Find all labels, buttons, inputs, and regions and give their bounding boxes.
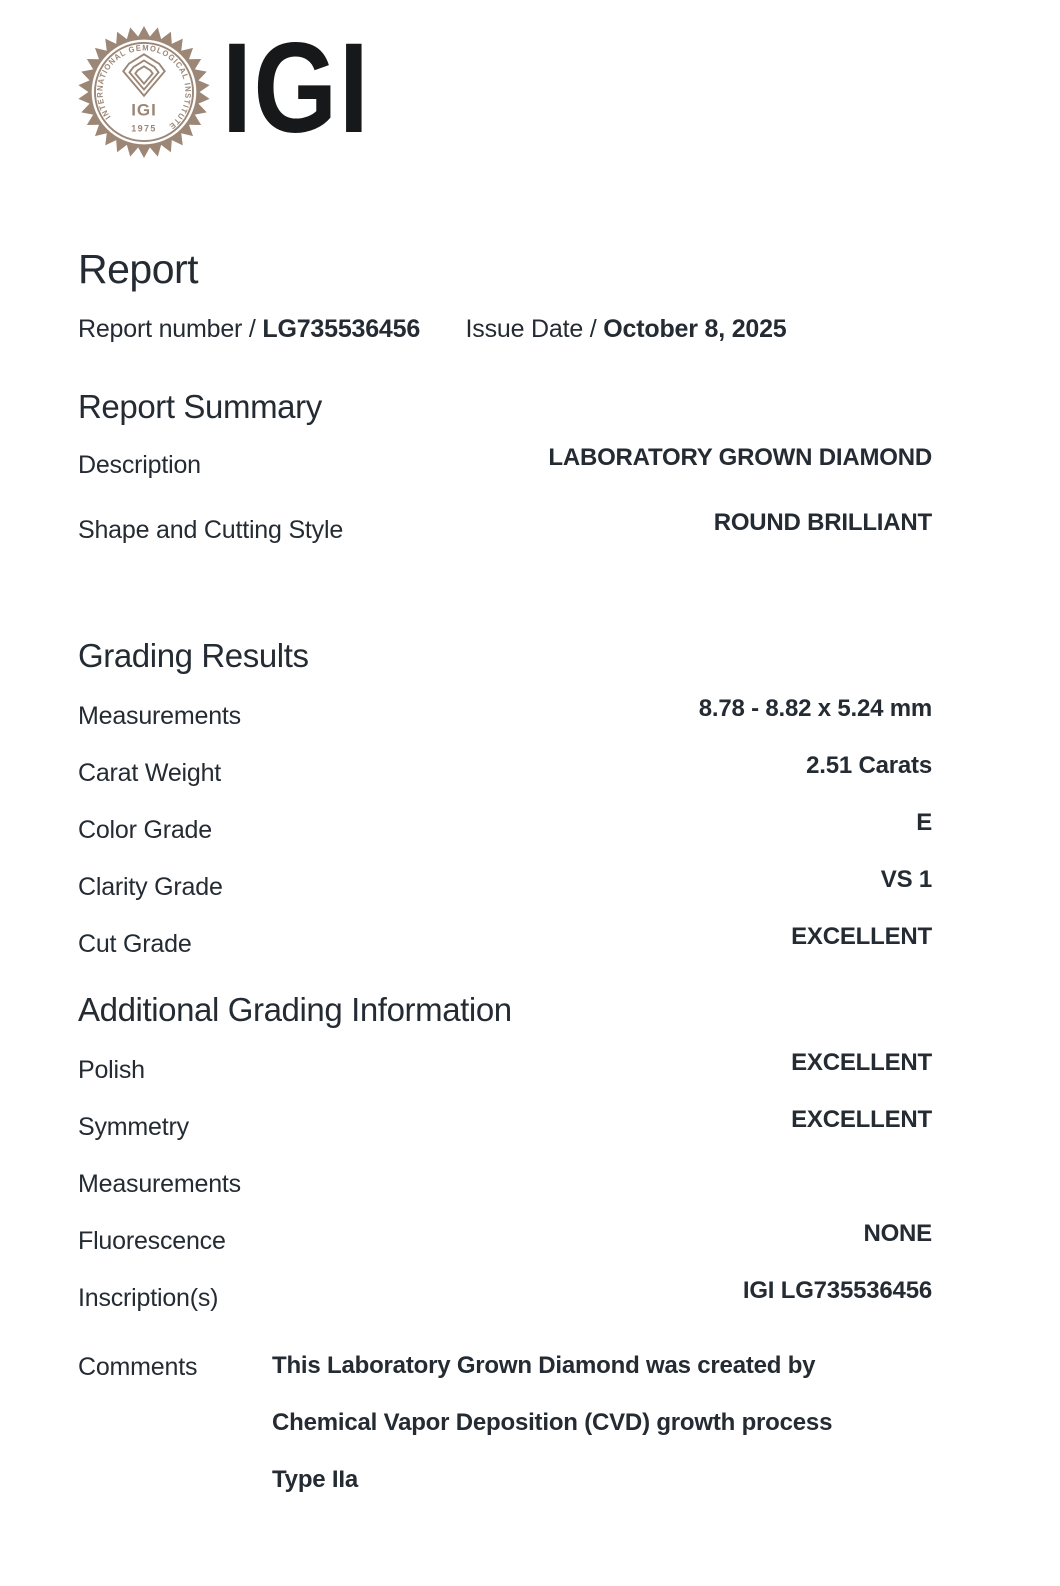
report-summary-rows xyxy=(78,444,932,546)
grading-row-color-grade xyxy=(78,809,932,846)
igi-seal-icon xyxy=(78,26,210,158)
grading-row-clarity-grade xyxy=(78,866,932,903)
comments-label: Comments xyxy=(78,1353,198,1381)
summary-row-shape xyxy=(78,509,932,546)
report-number-label: Report number / xyxy=(78,315,256,343)
igi-wordmark: IGI xyxy=(222,17,371,160)
row-label: Clarity Grade xyxy=(78,873,223,901)
additional-grading-rows xyxy=(78,1049,932,1510)
row-value: 8.78 - 8.82 x 5.24 mm xyxy=(698,695,932,722)
row-value: EXCELLENT xyxy=(791,1106,932,1133)
grading-results-heading: Grading Results xyxy=(78,637,309,674)
row-label: Symmetry xyxy=(78,1113,189,1141)
row-value: VS 1 xyxy=(880,866,932,893)
additional-row-inscriptions xyxy=(78,1277,932,1314)
comments-line: Type IIa xyxy=(272,1466,358,1493)
report-meta-line xyxy=(78,313,932,345)
row-value: NONE xyxy=(863,1220,932,1247)
grading-row-cut-grade xyxy=(78,923,932,960)
row-label: Polish xyxy=(78,1056,145,1084)
grading-results-section xyxy=(78,638,932,960)
seal-year: 1975 xyxy=(131,123,157,134)
report-number-value: LG735536456 xyxy=(262,315,421,343)
additional-row-comments xyxy=(78,1339,932,1510)
additional-row-measurements xyxy=(78,1168,932,1200)
report-summary-section xyxy=(78,389,932,546)
row-value: ROUND BRILLIANT xyxy=(713,509,932,536)
comments-text xyxy=(272,1337,832,1508)
row-label: Fluorescence xyxy=(78,1227,226,1255)
seal-ring-text: INTERNATIONAL GEMOLOGICAL INSTITUTE xyxy=(95,43,193,132)
page-title: Report xyxy=(78,246,199,292)
row-label: Description xyxy=(78,451,201,479)
row-value: IGI LG735536456 xyxy=(742,1277,932,1304)
additional-row-polish xyxy=(78,1049,932,1086)
header-logo-row xyxy=(78,17,932,160)
additional-row-fluorescence xyxy=(78,1220,932,1257)
row-label: Cut Grade xyxy=(78,930,192,958)
summary-row-description xyxy=(78,444,932,481)
comments-line: Chemical Vapor Deposition (CVD) growth process xyxy=(272,1409,833,1436)
row-label: Color Grade xyxy=(78,816,212,844)
report-summary-heading: Report Summary xyxy=(78,388,322,425)
row-value: EXCELLENT xyxy=(791,923,932,950)
row-label: Carat Weight xyxy=(78,759,222,787)
row-value: LABORATORY GROWN DIAMOND xyxy=(548,444,932,471)
additional-grading-heading: Additional Grading Information xyxy=(78,991,512,1028)
grading-row-carat-weight xyxy=(78,752,932,789)
additional-grading-section xyxy=(78,992,932,1510)
grading-row-measurements xyxy=(78,695,932,732)
row-label: Measurements xyxy=(78,1170,241,1198)
grading-results-rows xyxy=(78,695,932,960)
issue-date-value: October 8, 2025 xyxy=(603,315,787,343)
row-label: Shape and Cutting Style xyxy=(78,516,344,544)
seal-monogram: IGI xyxy=(131,100,157,120)
row-label: Measurements xyxy=(78,702,241,730)
issue-date-label: Issue Date / xyxy=(465,315,597,343)
row-value: EXCELLENT xyxy=(791,1049,932,1076)
row-label: Inscription(s) xyxy=(78,1284,219,1312)
row-value: 2.51 Carats xyxy=(806,752,932,779)
row-value: E xyxy=(916,809,932,836)
comments-line: This Laboratory Grown Diamond was created by xyxy=(272,1352,816,1379)
additional-row-symmetry xyxy=(78,1106,932,1143)
